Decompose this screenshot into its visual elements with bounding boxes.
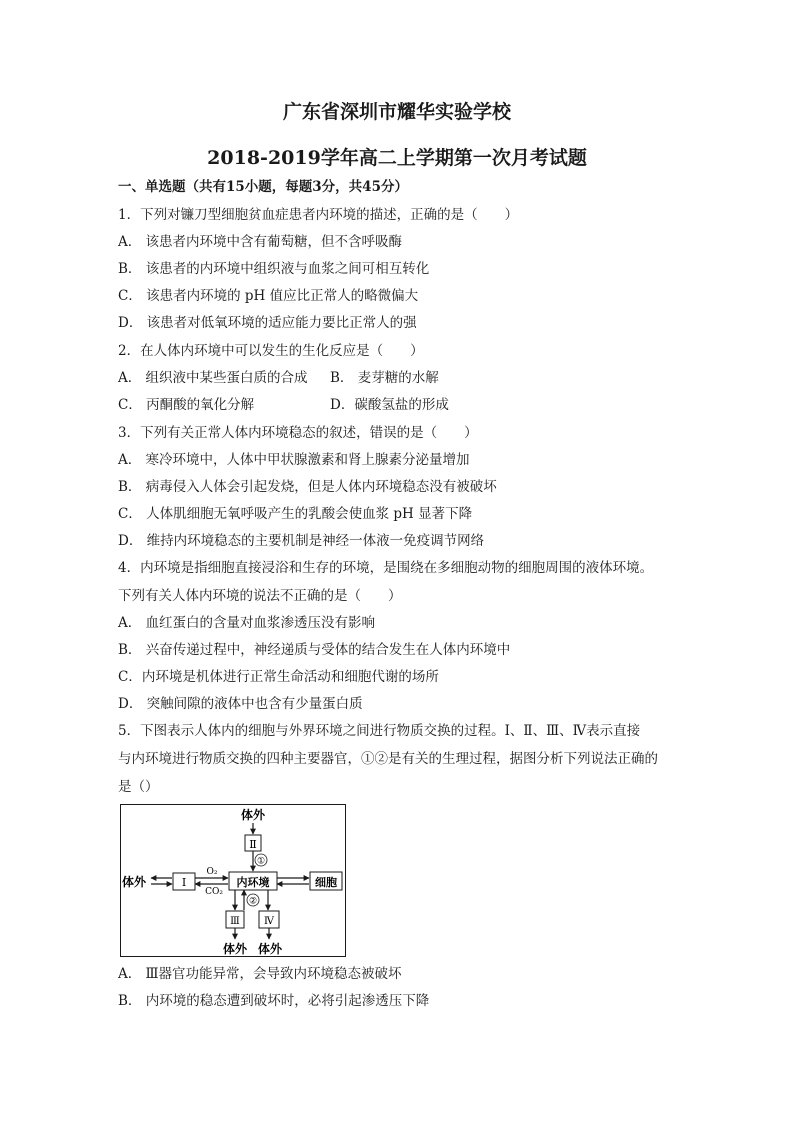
process2-label: ②: [248, 896, 258, 907]
q3-stem: 3．下列有关正常人体内环境稳态的叙述，错误的是（ ）: [118, 425, 478, 441]
school-title: 广东省深圳市耀华实验学校: [282, 101, 511, 123]
o2-label: O₂: [206, 867, 218, 877]
q5-option-a: A． Ⅲ器官功能异常，会导致内环境稳态被破坏: [118, 966, 402, 982]
q3-option-b: B． 病毒侵入人体会引起发烧，但是人体内环境稳态没有被破坏: [118, 479, 497, 495]
q5-stem-line1: 5．下图表示人体内的细胞与外界环境之间进行物质交换的过程。Ⅰ、Ⅱ、Ⅲ、Ⅳ表示直接: [118, 723, 641, 739]
q3-option-d: D． 维持内环境稳态的主要机制是神经一体液一免疫调节网络: [118, 533, 485, 549]
q5-stem-line3: 是（）: [118, 779, 159, 795]
q1-option-d: D． 该患者对低氧环境的适应能力要比正常人的强: [118, 315, 417, 331]
q2-option-b: B． 麦芽糖的水解: [330, 370, 439, 386]
left-outside-label: 体外: [121, 875, 147, 889]
q1-stem: 1．下列对镰刀型细胞贫血症患者内环境的描述，正确的是（ ）: [118, 207, 519, 223]
q4-option-d: D． 突触间隙的液体中也含有少量蛋白质: [118, 696, 363, 712]
q2-option-a: A． 组织液中某些蛋白质的合成: [118, 370, 308, 386]
q1-option-c: C． 该患者内环境的 pH 值应比正常人的略微偏大: [118, 288, 419, 304]
co2-label: CO₂: [205, 887, 223, 897]
q3-option-a: A． 寒冷环境中，人体中甲状腺激素和肾上腺素分泌量增加: [118, 452, 470, 468]
process1-label: ①: [256, 856, 266, 867]
internal-env-label: 内环境: [236, 876, 270, 889]
q2-options-row2: [118, 396, 449, 414]
exchange-diagram: [120, 804, 346, 957]
q5-option-b: B． 内环境的稳态遭到破坏时，必将引起渗透压下降: [118, 993, 430, 1009]
q1-option-a: A． 该患者内环境中含有葡萄糖，但不含呼吸酶: [118, 234, 403, 250]
q5-stem-line2: 与内环境进行物质交换的四种主要器官，①②是有关的生理过程，据图分析下列说法正确的: [118, 751, 658, 767]
q2-option-d: D．碳酸氢盐的形成: [330, 397, 449, 413]
q4-stem-line2: 下列有关人体内环境的说法不正确的是（ ）: [118, 588, 402, 604]
section-heading: 一、单选题（共有15小题，每题3分，共45分）: [118, 179, 408, 195]
bottom-outside-label-2: 体外: [257, 942, 283, 956]
cell-label: 细胞: [315, 876, 337, 889]
top-outside-label: 体外: [240, 808, 266, 822]
exam-title: 2018-2019学年高二上学期第一次月考试题: [207, 147, 587, 169]
q3-option-c: C． 人体肌细胞无氧呼吸产生的乳酸会使血浆 pH 显著下降: [118, 506, 473, 522]
q2-stem: 2．在人体内环境中可以发生的生化反应是（ ）: [118, 343, 424, 359]
q2-options-row1: [118, 369, 439, 387]
organ2-label: Ⅱ: [249, 838, 257, 851]
organ3-label: Ⅲ: [230, 916, 240, 927]
q4-option-c: C．内环境是机体进行正常生命活动和细胞代谢的场所: [118, 669, 439, 685]
q2-option-c: C． 丙酮酸的氧化分解: [118, 397, 255, 413]
q4-stem-line1: 4．内环境是指细胞直接浸浴和生存的环境，是围绕在多细胞动物的细胞周围的液体环境。: [118, 560, 654, 576]
organ4-label: Ⅳ: [264, 916, 274, 927]
bottom-outside-label-1: 体外: [222, 942, 248, 956]
organ1-label: Ⅰ: [181, 876, 187, 889]
q4-option-a: A． 血红蛋白的含量对血浆渗透压没有影响: [118, 615, 376, 631]
q1-option-b: B． 该患者的内环境中组织液与血浆之间可相互转化: [118, 261, 430, 277]
q4-option-b: B． 兴奋传递过程中，神经递质与受体的结合发生在人体内环境中: [118, 642, 511, 658]
